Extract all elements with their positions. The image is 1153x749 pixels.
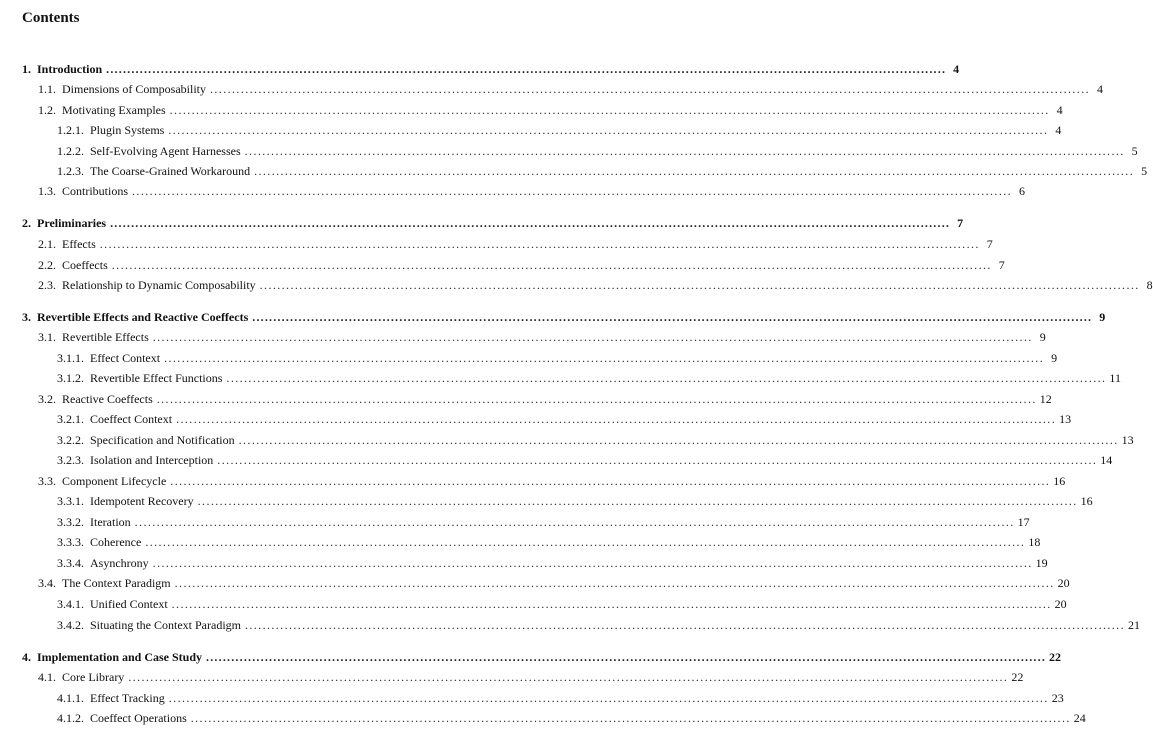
toc-dot-leader: ........................................................................................................................................................................................................ bbox=[99, 237, 980, 251]
toc-entry-number: 4. bbox=[22, 650, 31, 664]
toc-entry[interactable] bbox=[0, 80, 1103, 98]
toc-entry[interactable] bbox=[0, 554, 1048, 572]
toc-dot-leader: ........................................................................................................................................................................................................ bbox=[176, 412, 1057, 426]
toc-entry-title: Dimensions of Composability bbox=[62, 82, 206, 96]
toc-entry-title: Iteration bbox=[90, 515, 131, 529]
toc-entry[interactable] bbox=[0, 349, 1058, 367]
toc-entry-page: 4 bbox=[1056, 103, 1063, 117]
toc-dot-leader: ........................................................................................................................................................................................................ bbox=[145, 535, 1026, 549]
toc-entry[interactable] bbox=[0, 709, 1086, 727]
toc-entry-title: Implementation and Case Study bbox=[37, 650, 203, 664]
toc-entry-number: 3.1.1. bbox=[57, 351, 84, 365]
toc-entry-page: 11 bbox=[1109, 371, 1121, 385]
toc-entry[interactable] bbox=[0, 328, 1046, 346]
toc-entry-page: 9 bbox=[1099, 310, 1106, 324]
toc-entry-number: 3.4.2. bbox=[57, 618, 84, 632]
toc-entry-title: Coeffect Context bbox=[90, 412, 173, 426]
toc-dot-leader: ........................................................................................................................................................................................................ bbox=[111, 258, 992, 272]
toc-dot-leader: ........................................................................................................................................................................................................ bbox=[206, 650, 1047, 664]
toc-entry-number: 4.1.2. bbox=[57, 711, 84, 725]
toc-entry[interactable] bbox=[0, 142, 1138, 160]
toc-dot-leader: ........................................................................................................................................................................................................ bbox=[244, 144, 1125, 158]
toc-dot-leader: ........................................................................................................................................................................................................ bbox=[169, 103, 1050, 117]
toc-entry-title: The Context Paradigm bbox=[62, 576, 171, 590]
toc-dot-leader: ........................................................................................................................................................................................................ bbox=[252, 310, 1093, 324]
toc-dot-leader: ........................................................................................................................................................................................................ bbox=[106, 62, 947, 76]
toc-entry-page: 23 bbox=[1051, 691, 1064, 705]
toc-entry-number: 3. bbox=[22, 310, 31, 324]
toc-entry-page: 6 bbox=[1019, 184, 1026, 198]
toc-entry-title: Introduction bbox=[37, 62, 103, 76]
toc-entry-page: 12 bbox=[1039, 392, 1052, 406]
toc-entry-page: 7 bbox=[986, 237, 993, 251]
toc-dot-leader: ........................................................................................................................................................................................................ bbox=[226, 371, 1107, 385]
toc-entry-number: 3.2.1. bbox=[57, 412, 84, 426]
toc-entry-page: 14 bbox=[1100, 453, 1113, 467]
toc-dot-leader: ........................................................................................................................................................................................................ bbox=[110, 216, 951, 230]
toc-entry-number: 4.1.1. bbox=[57, 691, 84, 705]
toc-entry[interactable] bbox=[0, 513, 1030, 531]
toc-entry[interactable] bbox=[0, 595, 1067, 613]
toc-entry-page: 18 bbox=[1028, 535, 1041, 549]
toc-entry-page: 22 bbox=[1049, 650, 1062, 664]
toc-entry-number: 3.3.3. bbox=[57, 535, 84, 549]
toc-entry-number: 4.1. bbox=[38, 670, 56, 684]
toc-entry-page: 16 bbox=[1053, 474, 1066, 488]
toc-entry-title: Effect Context bbox=[90, 351, 161, 365]
toc-entry-number: 1.2.2. bbox=[57, 144, 84, 158]
toc-dot-leader: ........................................................................................................................................................................................................ bbox=[259, 278, 1140, 292]
toc-entry-page: 5 bbox=[1131, 144, 1138, 158]
toc-entry-page: 20 bbox=[1057, 576, 1070, 590]
toc-dot-leader: ........................................................................................................................................................................................................ bbox=[170, 474, 1051, 488]
toc-entry-title: Reactive Coeffects bbox=[62, 392, 153, 406]
toc-entry[interactable] bbox=[0, 162, 1148, 180]
toc-entry-title: Component Lifecycle bbox=[62, 474, 167, 488]
toc-entry[interactable] bbox=[0, 648, 1062, 666]
toc-dot-leader: ........................................................................................................................................................................................................ bbox=[254, 164, 1135, 178]
toc-entry-number: 3.2.3. bbox=[57, 453, 84, 467]
toc-entry[interactable] bbox=[0, 410, 1072, 428]
toc-entry-title: Coeffect Operations bbox=[90, 711, 187, 725]
toc-entry-page: 5 bbox=[1141, 164, 1148, 178]
toc-dot-leader: ........................................................................................................................................................................................................ bbox=[168, 691, 1049, 705]
toc-entry[interactable] bbox=[0, 451, 1113, 469]
toc-entry[interactable] bbox=[0, 276, 1153, 294]
toc-entry-number: 1. bbox=[22, 62, 31, 76]
toc-entry[interactable] bbox=[0, 101, 1063, 119]
toc-entry[interactable] bbox=[0, 60, 960, 78]
toc-entry-page: 20 bbox=[1054, 597, 1067, 611]
toc-entry-title: Isolation and Interception bbox=[90, 453, 214, 467]
toc-entry-page: 4 bbox=[1055, 123, 1062, 137]
toc-entry-title: Core Library bbox=[62, 670, 125, 684]
toc-dot-leader: ........................................................................................................................................................................................................ bbox=[210, 82, 1090, 96]
toc-entry-number: 2. bbox=[22, 216, 31, 230]
toc-dot-leader: ........................................................................................................................................................................................................ bbox=[197, 494, 1078, 508]
toc-entry-title: Motivating Examples bbox=[62, 103, 166, 117]
toc-entry[interactable] bbox=[0, 214, 964, 232]
toc-entry-number: 3.1. bbox=[38, 330, 56, 344]
toc-entry-number: 1.2.1. bbox=[57, 123, 84, 137]
toc-entry-page: 13 bbox=[1121, 433, 1134, 447]
toc-entry[interactable] bbox=[0, 472, 1066, 490]
toc-dot-leader: ........................................................................................................................................................................................................ bbox=[174, 576, 1055, 590]
toc-entry-number: 3.3.1. bbox=[57, 494, 84, 508]
toc-entry[interactable] bbox=[0, 668, 1024, 686]
toc-entry-page: 17 bbox=[1017, 515, 1030, 529]
toc-dot-leader: ........................................................................................................................................................................................................ bbox=[244, 618, 1125, 632]
toc-entry[interactable] bbox=[0, 574, 1070, 592]
toc-entry-number: 3.3.2. bbox=[57, 515, 84, 529]
toc-entry-page: 8 bbox=[1146, 278, 1153, 292]
toc-entry-page: 7 bbox=[957, 216, 964, 230]
page-title: Contents bbox=[22, 10, 80, 26]
toc-entry-page: 13 bbox=[1059, 412, 1072, 426]
toc-entry-title: Self-Evolving Agent Harnesses bbox=[90, 144, 241, 158]
toc-entry-title: Situating the Context Paradigm bbox=[90, 618, 241, 632]
toc-entry-title: Plugin Systems bbox=[90, 123, 165, 137]
toc-entry-number: 2.3. bbox=[38, 278, 56, 292]
toc-entry[interactable] bbox=[0, 182, 1026, 200]
toc-entry[interactable] bbox=[0, 256, 1005, 274]
toc-entry-title: Contributions bbox=[62, 184, 129, 198]
toc-entry-title: Coeffects bbox=[62, 258, 108, 272]
toc-dot-leader: ........................................................................................................................................................................................................ bbox=[156, 392, 1037, 406]
toc-entry-page: 24 bbox=[1073, 711, 1086, 725]
toc-entry-title: Revertible Effects bbox=[62, 330, 149, 344]
toc-entry-number: 3.3.4. bbox=[57, 556, 84, 570]
toc-entry[interactable] bbox=[0, 533, 1041, 551]
toc-entry-number: 1.1. bbox=[38, 82, 56, 96]
toc-dot-leader: ........................................................................................................................................................................................................ bbox=[132, 184, 1013, 198]
toc-entry[interactable] bbox=[0, 431, 1134, 449]
toc-entry[interactable] bbox=[0, 689, 1064, 707]
toc-entry-title: Relationship to Dynamic Composability bbox=[62, 278, 256, 292]
toc-entry-number: 3.1.2. bbox=[57, 371, 84, 385]
toc-entry-title: Unified Context bbox=[90, 597, 168, 611]
toc-entry[interactable] bbox=[0, 308, 1106, 326]
toc-entry[interactable] bbox=[0, 235, 993, 253]
toc-entry-number: 3.4. bbox=[38, 576, 56, 590]
toc-entry[interactable] bbox=[0, 616, 1140, 634]
toc-entry-title: Preliminaries bbox=[37, 216, 107, 230]
toc-entry[interactable] bbox=[0, 390, 1052, 408]
toc-entry-title: Specification and Notification bbox=[90, 433, 235, 447]
toc-dot-leader: ........................................................................................................................................................................................................ bbox=[190, 711, 1071, 725]
toc-dot-leader: ........................................................................................................................................................................................................ bbox=[164, 351, 1045, 365]
toc-entry[interactable] bbox=[0, 121, 1062, 139]
toc-entry-number: 2.2. bbox=[38, 258, 56, 272]
toc-entry-title: Idempotent Recovery bbox=[90, 494, 194, 508]
toc-dot-leader: ........................................................................................................................................................................................................ bbox=[128, 670, 1009, 684]
toc-entry-number: 2.1. bbox=[38, 237, 56, 251]
toc-entry-page: 9 bbox=[1039, 330, 1046, 344]
toc-entry-page: 16 bbox=[1080, 494, 1093, 508]
toc-entry-title: The Coarse-Grained Workaround bbox=[90, 164, 251, 178]
toc-dot-leader: ........................................................................................................................................................................................................ bbox=[134, 515, 1015, 529]
toc-entry-page: 22 bbox=[1011, 670, 1024, 684]
toc-entry-title: Effects bbox=[62, 237, 96, 251]
toc-entry-number: 1.2.3. bbox=[57, 164, 84, 178]
toc-dot-leader: ........................................................................................................................................................................................................ bbox=[217, 453, 1098, 467]
toc-entry[interactable] bbox=[0, 369, 1121, 387]
toc-entry[interactable] bbox=[0, 492, 1093, 510]
toc-entry-title: Revertible Effects and Reactive Coeffects bbox=[37, 310, 249, 324]
toc-entry-page: 9 bbox=[1051, 351, 1058, 365]
toc-dot-leader: ........................................................................................................................................................................................................ bbox=[152, 556, 1033, 570]
toc-entry-title: Revertible Effect Functions bbox=[90, 371, 223, 385]
toc-entry-number: 3.2. bbox=[38, 392, 56, 406]
toc-entry-page: 7 bbox=[998, 258, 1005, 272]
toc-entry-page: 4 bbox=[1097, 82, 1103, 96]
toc-entry-number: 3.2.2. bbox=[57, 433, 84, 447]
toc-entry-number: 1.3. bbox=[38, 184, 56, 198]
toc-entry-number: 3.4.1. bbox=[57, 597, 84, 611]
toc-entry-title: Coherence bbox=[90, 535, 142, 549]
toc-entry-number: 1.2. bbox=[38, 103, 56, 117]
toc-entry-number: 3.3. bbox=[38, 474, 56, 488]
toc-dot-leader: ........................................................................................................................................................................................................ bbox=[152, 330, 1033, 344]
toc-entry-page: 19 bbox=[1035, 556, 1048, 570]
toc-entry-title: Effect Tracking bbox=[90, 691, 165, 705]
toc-entry-page: 4 bbox=[953, 62, 960, 76]
toc-dot-leader: ........................................................................................................................................................................................................ bbox=[171, 597, 1052, 611]
toc-dot-leader: ........................................................................................................................................................................................................ bbox=[168, 123, 1049, 137]
toc-entry-page: 21 bbox=[1127, 618, 1140, 632]
toc-dot-leader: ........................................................................................................................................................................................................ bbox=[238, 433, 1119, 447]
toc-entry-title: Asynchrony bbox=[90, 556, 149, 570]
